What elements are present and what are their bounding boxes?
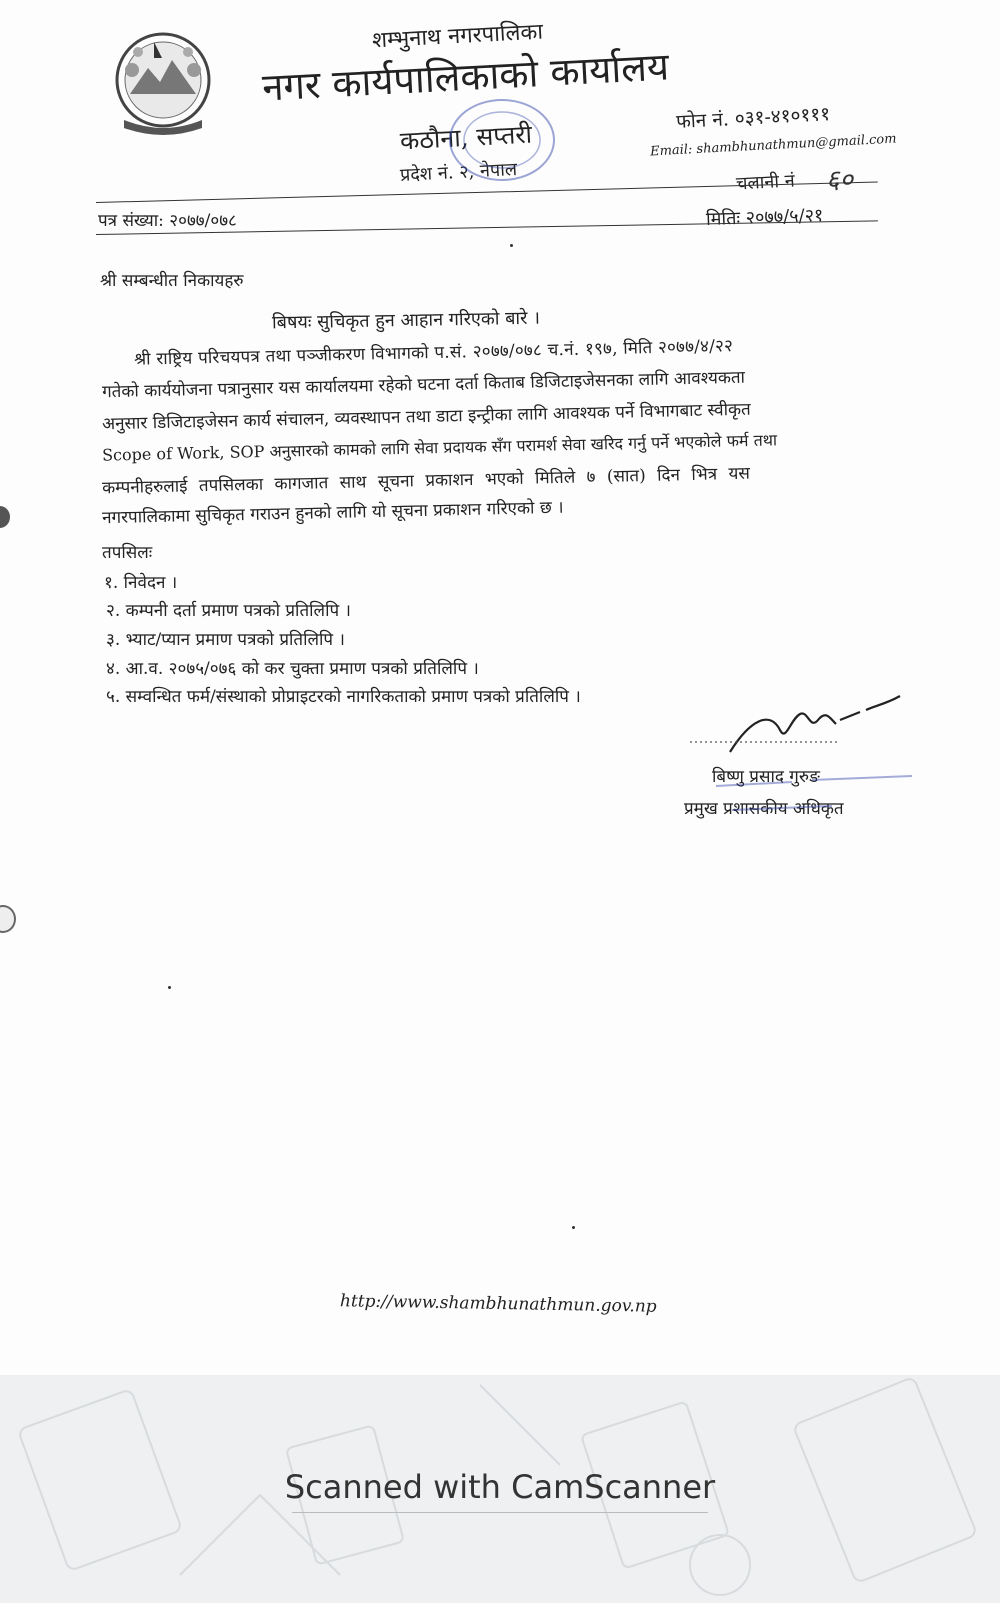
body-line-2: गतेको कार्ययोजना पत्रानुसार यस कार्यालयमा रहेको घटना दर्ता किताब डिजिटाइजेसनका लागि आवश्यकता bbox=[101, 367, 746, 403]
camscanner-label: Scanned with CamScanner bbox=[284, 1468, 716, 1506]
office-title: नगर कार्यपालिकाको कार्यालय bbox=[261, 44, 670, 110]
province-line: प्रदेश नं. २, नेपाल bbox=[399, 158, 518, 187]
body-line-6: नगरपालिकामा सुचिकृत गराउन हुनको लागि यो सूचना प्रकाशन गरिएको छ । bbox=[101, 497, 564, 529]
list-item: ४. आ.व. २०७५/०७६ को कर चुक्ता प्रमाण पत्रको प्रतिलिपि । bbox=[106, 659, 479, 679]
scan-speck bbox=[510, 244, 513, 247]
body-line-4: Scope of Work, SOP अनुसारको कामको लागि सेवा प्रदायक सँग परामर्श सेवा खरिद गर्नु पर्ने भएकोले फर्म तथा bbox=[101, 430, 778, 465]
list-item: ५. सम्वन्धित फर्म/संस्थाको प्रोप्राइटरको नागरिकताको प्रमाण पत्रको प्रतिलिपि । bbox=[106, 687, 581, 707]
letter-number: पत्र संख्या: २०७७/०७८ bbox=[98, 211, 237, 231]
dispatch-label: चलानी नं bbox=[735, 170, 796, 195]
phone-number: फोन नं. ०३१-४१०१११ bbox=[675, 102, 831, 134]
body-line-1: श्री राष्ट्रिय परिचयपत्र तथा पञ्जीकरण विभागको प.सं. २०७७/०७८ च.नं. १९७, मिति २०७७/४/२२ bbox=[133, 336, 734, 370]
website-url: http://www.shambhunathmun.gov.np bbox=[339, 1291, 657, 1317]
list-item: १. निवेदन । bbox=[104, 573, 178, 593]
subject-line: बिषयः सुचिकृत हुन आहान गरिएको बारे । bbox=[271, 307, 541, 334]
list-title: तपसिलः bbox=[102, 543, 153, 563]
signature-stamp bbox=[712, 752, 932, 822]
body-line-3: अनुसार डिजिटाइजेसन कार्य संचालन, व्यवस्थापन तथा डाटा इन्ट्रीका लागि आवश्यक पर्ने विभागबाट स्वीकृत bbox=[101, 399, 751, 435]
scan-speck bbox=[168, 986, 171, 989]
body-line-5: कम्पनीहरुलाई तपसिलका कागजात साथ सूचना प्रकाशन भएको मितिले ७ (सात) दिन भित्र यस bbox=[101, 463, 751, 499]
letter-date: मितिः २०७७/५/२१ bbox=[705, 204, 824, 231]
camscanner-underline bbox=[292, 1512, 708, 1513]
dispatch-number: ६० bbox=[826, 165, 854, 195]
list-item: २. कम्पनी दर्ता प्रमाण पत्रको प्रतिलिपि । bbox=[106, 601, 351, 621]
list-item: ३. भ्याट/प्यान प्रमाण पत्रको प्रतिलिपि । bbox=[106, 630, 345, 650]
email-address: Email: shambhunathmun@gmail.com bbox=[649, 131, 897, 160]
signatory-title: प्रमुख प्रशासकीय अधिकृत bbox=[684, 799, 844, 819]
signatory-name: बिष्णु प्रसाद गुरुङ bbox=[712, 767, 820, 787]
office-location: कठौना, सप्तरी bbox=[399, 119, 533, 156]
municipality-name: शम्भुनाथ नगरपालिका bbox=[371, 19, 544, 54]
recipient-line: श्री सम्बन्धीत निकायहरु bbox=[100, 271, 244, 291]
scan-speck bbox=[572, 1226, 575, 1229]
